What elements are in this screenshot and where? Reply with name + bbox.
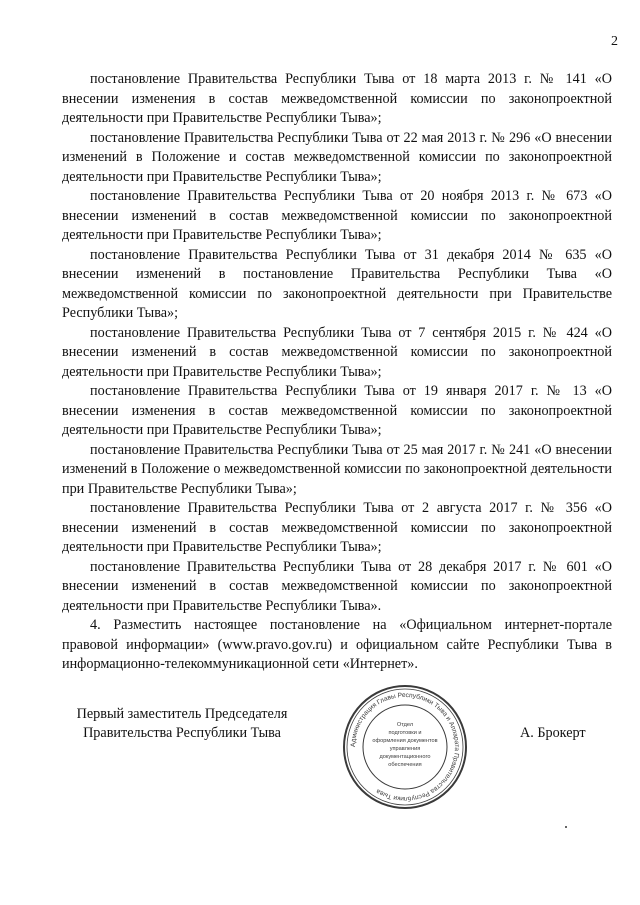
signatory-title [62, 705, 302, 743]
paragraph: постановление Правительства Республики Тыва от 2 августа 2017 г. № 356 «О внесении изменений в состав межведомственной комиссии по законопроектной деятельности при Правительстве Республики Тыва»; [62, 500, 612, 555]
paragraph: постановление Правительства Республики Тыва от 28 декабря 2017 г. № 601 «О внесении изменений в состав межведомственной комиссии по законопроектной деятельности при Правительстве Республики Тыва». [62, 558, 612, 614]
seal-center-line: подготовки и [388, 730, 422, 736]
document-body [62, 70, 612, 675]
paragraph-publication: 4. Разместить настоящее постановление на «Официальном интернет-портале правовой информации» (www.pravo.gov.ru) и официальном сайте Республики Тыва в информационно-телекоммуникационной сети «Интернет». [62, 617, 612, 672]
seal-center-line: обеспечения [388, 762, 422, 768]
seal-center-line: Отдел [396, 722, 414, 728]
seal-center-line: документационного [379, 754, 431, 760]
scan-dot [565, 826, 567, 828]
signatory-name: А. Брокерт [520, 725, 586, 741]
seal-ring-text: Администрация Главы Республики Тыва и Аппарата Правительства Республики Тыва [349, 691, 461, 803]
signatory-title-line: Первый заместитель Председателя [76, 706, 288, 722]
signatory-title-line: Правительства Республики Тыва [83, 725, 281, 741]
paragraph: постановление Правительства Республики Тыва от 31 декабря 2014 № 635 «О внесении изменений в постановление Правительства Республики Тыва «О межведомственной комиссии по законопроектной деятельности при Правительстве Республики Тыва»; [62, 246, 612, 321]
seal-center-line: управления [389, 746, 421, 752]
page-number: 2 [611, 34, 618, 49]
paragraph: постановление Правительства Республики Тыва от 7 сентября 2015 г. № 424 «О внесении изменений в состав межведомственной комиссии по законопроектной деятельности при Правительстве Республики Тыва»; [62, 324, 612, 380]
official-seal [340, 682, 470, 812]
paragraph: постановление Правительства Республики Тыва от 25 мая 2017 г. № 241 «О внесении изменений в Положение о межведомственной комиссии по законопроектной деятельности при Правительстве Республики Тыва»; [62, 441, 612, 497]
paragraph: постановление Правительства Республики Тыва от 18 марта 2013 г. № 141 «О внесении изменения в состав межведомственной комиссии по законопроектной деятельности при Правительстве Республики Тыва»; [62, 71, 612, 126]
seal-center-line: оформления документов [372, 738, 438, 744]
paragraph: постановление Правительства Республики Тыва от 22 мая 2013 г. № 296 «О внесении изменений в Положение и состав межведомственной комиссии по законопроектной деятельности при Правительстве Республики Тыва»; [62, 129, 612, 185]
paragraph: постановление Правительства Республики Тыва от 20 ноября 2013 г. № 673 «О внесении изменений в состав межведомственной комиссии по законопроектной деятельности при Правительстве Республики Тыва»; [62, 188, 612, 243]
paragraph: постановление Правительства Республики Тыва от 19 января 2017 г. № 13 «О внесении изменения в состав межведомственной комиссии по законопроектной деятельности при Правительстве Республики Тыва»; [62, 383, 612, 438]
